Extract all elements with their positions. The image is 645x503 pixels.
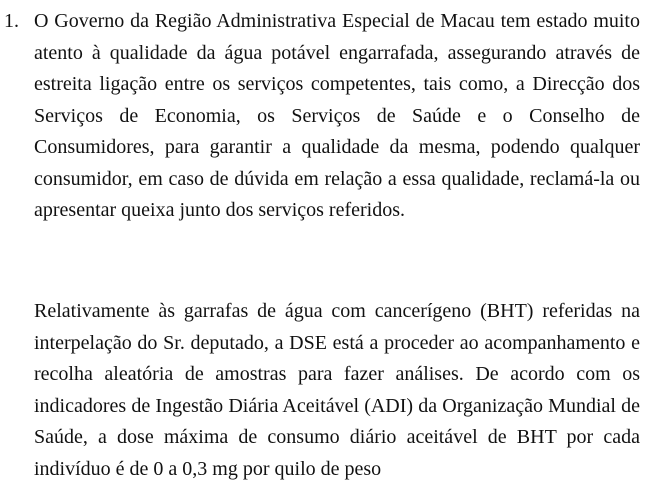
- paragraph-bht: Relativamente às garrafas de água com cancerígeno (BHT) referidas na interpelação do Sr. deputado, a DSE está a proceder ao acompanhamento e recolha aleatória de amostras para fazer análises. De acordo com os indicadores de Ingestão Diária Aceitável (ADI) da Organização Mundial de Saúde, a dose máxima de consumo diário aceitável de BHT por cada indivíduo é de 0 a 0,3 mg por quilo de peso: [34, 300, 640, 480]
- paragraph-water-quality: O Governo da Região Administrativa Especial de Macau tem estado muito atento à qualidade da água potável engarrafada, assegurando através de estreita ligação entre os serviços competentes, tais como, a Direcção dos Serviços de Economia, os Serviços de Saúde e o Conselho de Consumidores, para garantir a qualidade da mesma, podendo qualquer consumidor, em caso de dúvida em relação a essa qualidade, reclamá-la ou apresentar queixa junto dos serviços referidos.: [34, 10, 640, 221]
- item-number: 1.: [4, 10, 19, 32]
